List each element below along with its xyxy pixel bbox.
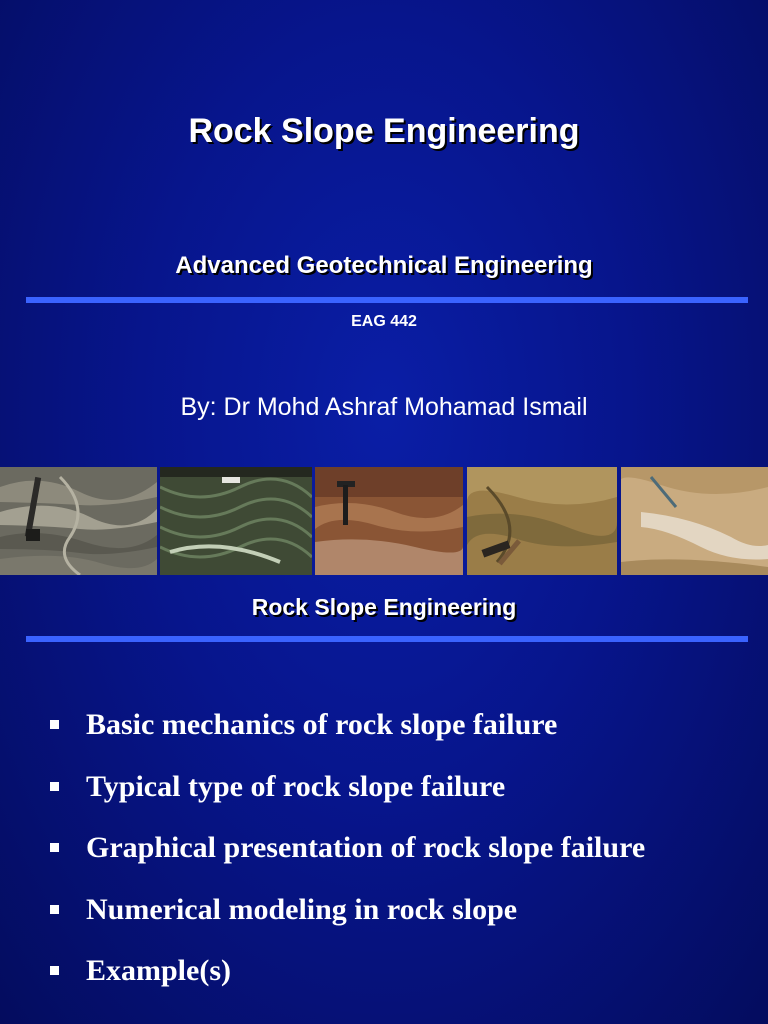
topic-list bbox=[50, 708, 760, 1016]
list-item-text: Typical type of rock slope failure bbox=[86, 769, 506, 803]
top-divider bbox=[26, 297, 748, 303]
section-divider bbox=[26, 636, 748, 642]
list-item-text: Basic mechanics of rock slope failure bbox=[86, 708, 558, 741]
list-item-text: Graphical presentation of rock slope failure bbox=[86, 831, 646, 864]
rock-photo-strip bbox=[0, 465, 768, 577]
author-line: By: Dr Mohd Ashraf Mohamad Ismail bbox=[180, 393, 588, 421]
square-bullet-icon bbox=[50, 720, 59, 729]
list-item bbox=[50, 770, 760, 832]
folded-rock-strata-photo bbox=[0, 467, 157, 575]
reddish-rock-outcrop-photo bbox=[315, 467, 463, 575]
green-schist-rock-photo bbox=[160, 467, 312, 575]
slide-subtitle: Advanced Geotechnical Engineering bbox=[175, 252, 593, 279]
course-code: EAG 442 bbox=[351, 313, 417, 330]
list-item bbox=[50, 708, 760, 770]
list-item-text: Numerical modeling in rock slope bbox=[86, 892, 518, 926]
list-item-text: Example(s) bbox=[86, 954, 231, 987]
slide-title: Rock Slope Engineering bbox=[188, 112, 580, 150]
square-bullet-icon bbox=[50, 966, 59, 975]
square-bullet-icon bbox=[50, 782, 59, 791]
section-title: Rock Slope Engineering bbox=[251, 594, 517, 620]
list-item bbox=[50, 954, 760, 1016]
square-bullet-icon bbox=[50, 843, 59, 852]
square-bullet-icon bbox=[50, 905, 59, 914]
weathered-rock-with-hammer-photo bbox=[467, 467, 617, 575]
list-item bbox=[50, 893, 760, 955]
list-item bbox=[50, 831, 760, 893]
tan-rock-surface-photo bbox=[621, 467, 768, 575]
